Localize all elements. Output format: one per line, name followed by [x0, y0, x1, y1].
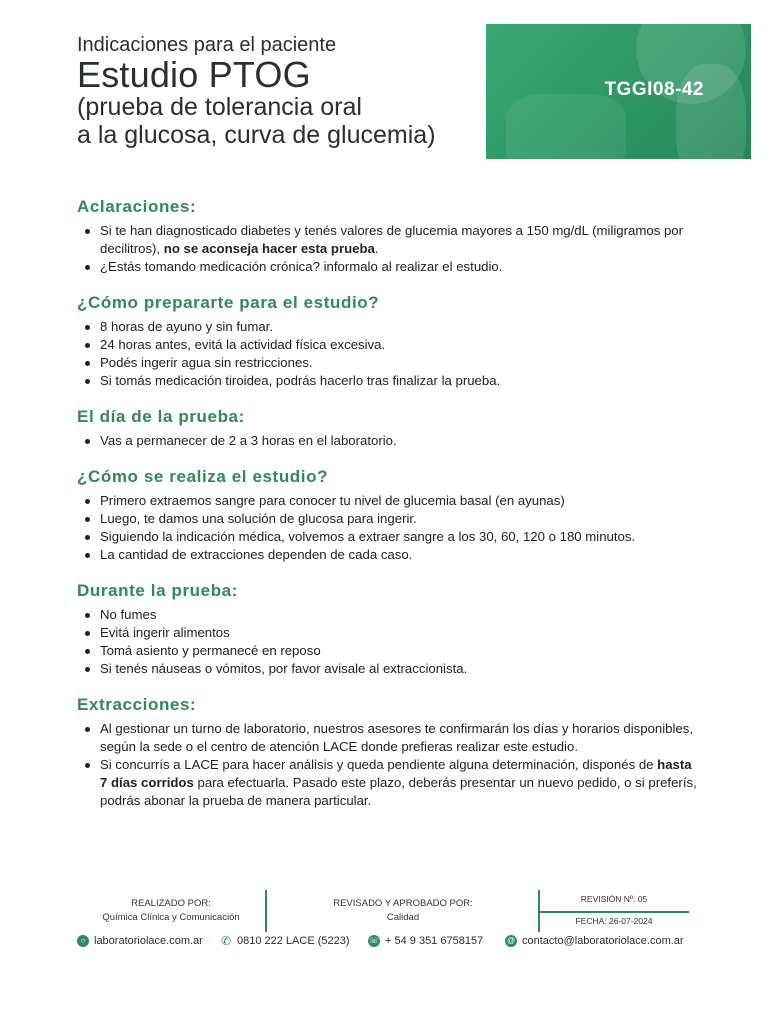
list-item: [77, 432, 697, 450]
phone-icon: ✆: [220, 934, 232, 948]
sections-container: [77, 196, 697, 826]
list-item: [77, 336, 697, 354]
list-item-text: Evitá ingerir alimentos: [100, 625, 230, 640]
footer-divider: [265, 890, 267, 932]
list-item: [77, 318, 697, 336]
list-item: [77, 546, 697, 564]
list-item: [77, 642, 697, 660]
globe-icon: ○: [77, 935, 89, 947]
revision-number: REVISIÓN Nº: 05: [580, 894, 648, 904]
section: [77, 292, 697, 390]
list-item: [77, 606, 697, 624]
section-title: El día de la prueba:: [77, 407, 245, 426]
approved-value: Calidad: [386, 912, 420, 923]
list-item-text: La cantidad de extracciones dependen de cada caso.: [100, 547, 413, 562]
list-item-text: 8 horas de ayuno y sin fumar.: [100, 319, 274, 334]
section: [77, 406, 697, 450]
section-title: ¿Cómo se realiza el estudio?: [77, 467, 329, 486]
list-item-emphasis: hasta 7 días corridos: [100, 757, 692, 790]
page-title: Estudio PTOG: [77, 54, 311, 95]
contact-phone-text: 0810 222 LACE (5223): [237, 935, 350, 947]
bullet-list: [77, 432, 697, 450]
section: [77, 580, 697, 678]
list-item-text: Si tenés náuseas o vómitos, por favor avisale al extraccionista.: [100, 661, 468, 676]
list-item: [77, 528, 697, 546]
approved-label: REVISADO Y APROBADO POR:: [333, 898, 473, 909]
list-item: [77, 660, 697, 678]
footer: [77, 888, 692, 936]
header-description-line-1: (prueba de tolerancia oral: [77, 93, 362, 121]
approved-by-block: [268, 888, 538, 932]
list-item-text: Si concurrís a LACE para hacer análisis y queda pendiente alguna determinación, disponés de: [100, 757, 658, 772]
contact-web-text: laboratoriolace.com.ar: [94, 935, 203, 947]
list-item: [77, 624, 697, 642]
header-description-line-2: a la glucosa, curva de glucemia): [77, 121, 436, 149]
list-item-text: Si tomás medicación tiroidea, podrás hacerlo tras finalizar la prueba.: [100, 373, 501, 388]
header-description: [77, 93, 436, 149]
contact-whatsapp-text: + 54 9 351 6758157: [385, 935, 484, 947]
contact-whatsapp[interactable]: [368, 935, 483, 947]
list-item-text: Luego, te damos una solución de glucosa para ingerir.: [100, 511, 417, 526]
list-item-text: Podés ingerir agua sin restricciones.: [100, 355, 313, 370]
contact-phone[interactable]: [220, 935, 350, 947]
bullet-list: [77, 318, 697, 390]
list-item-text: .: [374, 241, 379, 256]
made-by-label: REALIZADO POR:: [131, 898, 211, 909]
contact-web[interactable]: [77, 935, 203, 947]
list-item-text: Al gestionar un turno de laboratorio, nuestros asesores te confirmarán los días y horarios disponibles, según la sede o el centro de atención LACE donde prefieras realizar este estudio.: [100, 721, 694, 754]
at-icon: @: [506, 936, 516, 945]
bullet-list: [77, 720, 697, 810]
list-item: [77, 756, 697, 810]
list-item: [77, 222, 697, 258]
section-title: Aclaraciones:: [77, 197, 197, 216]
list-item-text: ¿Estás tomando medicación crónica? informalo al realizar el estudio.: [100, 259, 503, 274]
list-item: [77, 372, 697, 390]
section-title: Durante la prueba:: [77, 581, 238, 600]
list-item-text: Primero extraemos sangre para conocer tu nivel de glucemia basal (en ayunas): [100, 493, 565, 508]
header: [0, 0, 768, 175]
list-item: [77, 258, 697, 276]
bullet-list: [77, 222, 697, 276]
revision-divider: [539, 911, 689, 913]
list-item: [77, 720, 697, 756]
list-item-text: 24 horas antes, evitá la actividad física excesiva.: [100, 337, 386, 352]
header-subtitle: Indicaciones para el paciente: [77, 34, 337, 56]
section-title: Extracciones:: [77, 695, 197, 714]
list-item-text: Si te han diagnosticado diabetes y tenés valores de glucemia mayores a 150 mg/dL (miligramos por decilitros),: [100, 223, 684, 256]
made-by-block: [77, 888, 265, 932]
list-item-text: No fumes: [100, 607, 157, 622]
list-item-emphasis: no se aconseja hacer esta prueba: [163, 241, 375, 256]
list-item-text: Siguiendo la indicación médica, volvemos a extraer sangre a los 30, 60, 120 o 180 minutos.: [100, 529, 636, 544]
contact-email[interactable]: [505, 935, 684, 947]
made-by-value: Química Clínica y Comunicación: [102, 912, 240, 923]
section: [77, 466, 697, 564]
contact-email-text: contacto@laboratoriolace.com.ar: [522, 935, 684, 947]
section: [77, 196, 697, 276]
whatsapp-icon: ☏: [368, 936, 379, 945]
list-item-text: Vas a permanecer de 2 a 3 horas en el laboratorio.: [100, 433, 397, 448]
list-item: [77, 492, 697, 510]
contact-bar: [77, 935, 697, 953]
section-title: ¿Cómo prepararte para el estudio?: [77, 293, 380, 312]
bullet-list: [77, 606, 697, 678]
revision-block: [539, 888, 689, 932]
list-item: [77, 354, 697, 372]
bullet-list: [77, 492, 697, 564]
revision-date: FECHA: 26-07-2024: [575, 916, 653, 926]
list-item-text: para efectuarla. Pasado este plazo, deberás presentar un nuevo pedido, o si preferís, podrás abonar la prueba de manera particular.: [100, 775, 697, 808]
list-item-text: Tomá asiento y permanecé en reposo: [100, 643, 321, 658]
list-item: [77, 510, 697, 528]
document-code: TGGI08-42: [604, 79, 704, 100]
section: [77, 694, 697, 810]
